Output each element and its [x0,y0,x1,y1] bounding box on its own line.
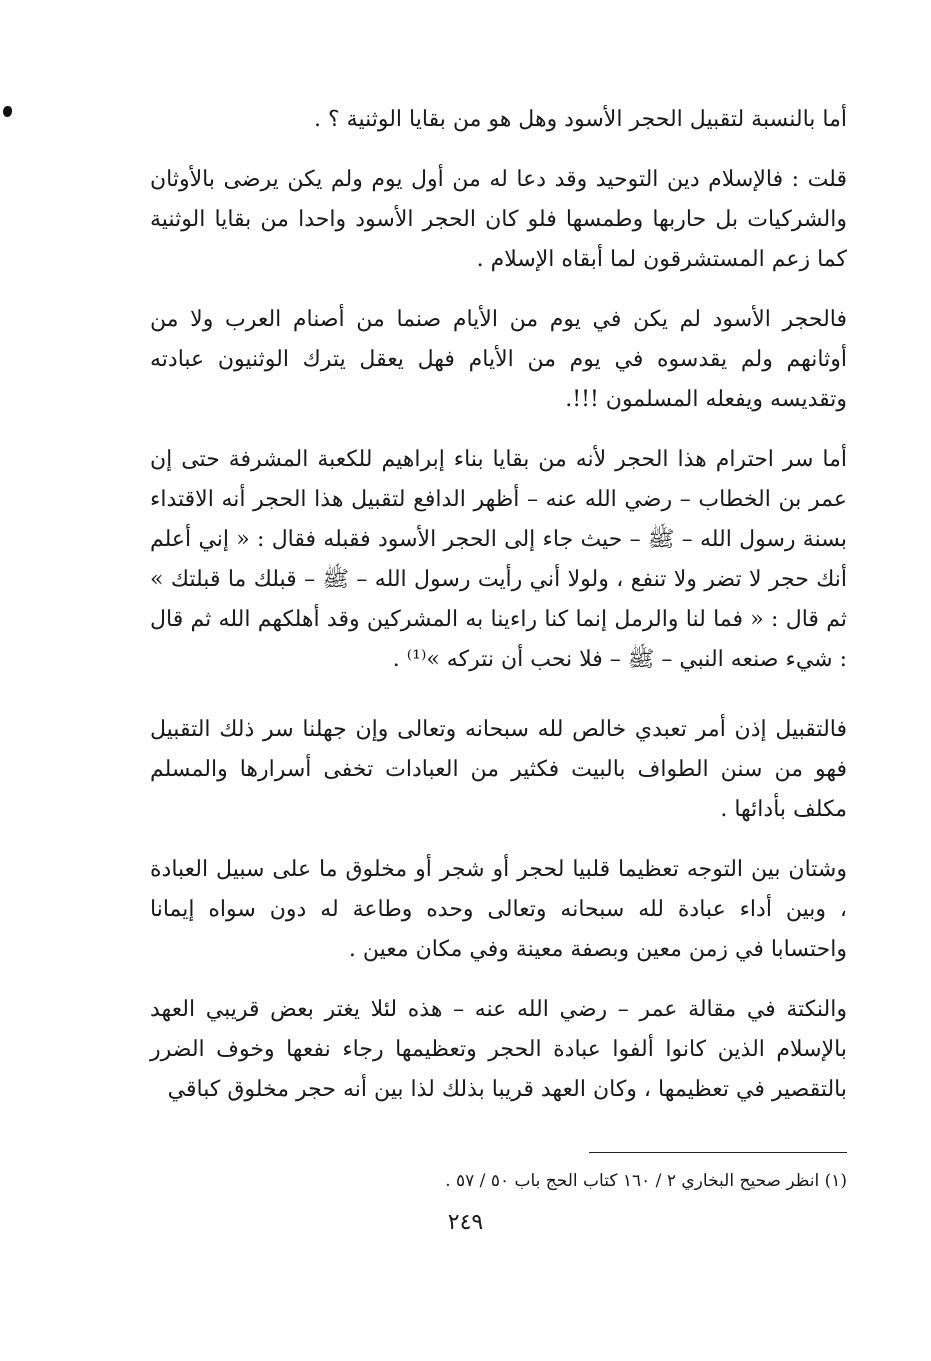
paragraph-6 [150,850,847,970]
paragraph-text: فالحجر الأسود لم يكن في يوم من الأيام صنما من أصنام العرب ولا من أوثانهم ولم يقدسوه في يوم من الأيام فهل يعقل يترك الوثنيون عبادته وتقديسه ويفعله المسلمون !!!. [150,307,847,412]
paragraph-text: أما بالنسبة لتقبيل الحجر الأسود وهل هو من بقايا الوثنية ؟ . [314,107,847,132]
paragraph-1 [150,100,847,140]
paragraph-text: وشتان بين التوجه تعظيما قلبيا لحجر أو شجر أو مخلوق ما على سبيل العبادة ، وبين أداء عبادة لله سبحانه وتعالى وحده وطاعة له دون سواه إيمانا واحتسابا في زمن معين وبصفة معينة وفي مكان معين . [150,857,847,962]
footnote-divider [589,1152,847,1153]
ink-speck [3,106,12,117]
paragraph-text: والنكتة في مقالة عمر – رضي الله عنه – هذه لئلا يغتر بعض قريبي العهد بالإسلام الذين كانوا ألفوا عبادة الحجر وتعظيمها رجاء نفعها وخوف الضرر بالتقصير في تعظيمها ، وكان العهد قريبا بذلك لذا بين أنه حجر مخلوق كباقي [150,997,847,1102]
paragraph-7 [150,990,847,1110]
paragraph-5 [150,710,847,830]
footnote: (١) انظر صحيح البخاري ٢ / ١٦٠ كتاب الحج باب ٥٠ / ٥٧ . [445,1171,847,1191]
paragraph-text: أما سر احترام هذا الحجر لأنه من بقايا بناء إبراهيم للكعبة المشرفة حتى إن عمر بن الخطاب – رضي الله عنه – أظهر الدافع لتقبيل هذا الحجر أنه الاقتداء بسنة رسول الله – ﷺ – حيث جاء إلى الحجر الأسود فقبله فقال : « إني أعلم أنك حجر لا تضر ولا تنفع ، ولولا أني رأيت رسول الله – ﷺ – قبلك ما قبلتك » ثم قال : « فما لنا والرمل إنما كنا راءينا به المشركين وقد أهلكهم الله ثم قال : شيء صنعه النبي – ﷺ – فلا نحب أن نتركه »⁽¹⁾ . [150,447,847,672]
paragraph-text: فالتقبيل إذن أمر تعبدي خالص لله سبحانه وتعالى وإن جهلنا سر ذلك التقبيل فهو من سنن الطواف بالبيت فكثير من العبادات تخفى أسرارها والمسلم مكلف بأدائها . [150,717,847,822]
paragraph-2 [150,160,847,280]
paragraph-text: قلت : فالإسلام دين التوحيد وقد دعا له من أول يوم ولم يكن يرضى بالأوثان والشركيات بل حاربها وطمسها فلو كان الحجر الأسود واحدا من بقايا الوثنية كما زعم المستشرقون لما أبقاه الإسلام . [150,167,847,272]
paragraph-3 [150,300,847,420]
page-number: ٢٤٩ [447,1210,484,1235]
paragraph-4 [150,440,847,680]
